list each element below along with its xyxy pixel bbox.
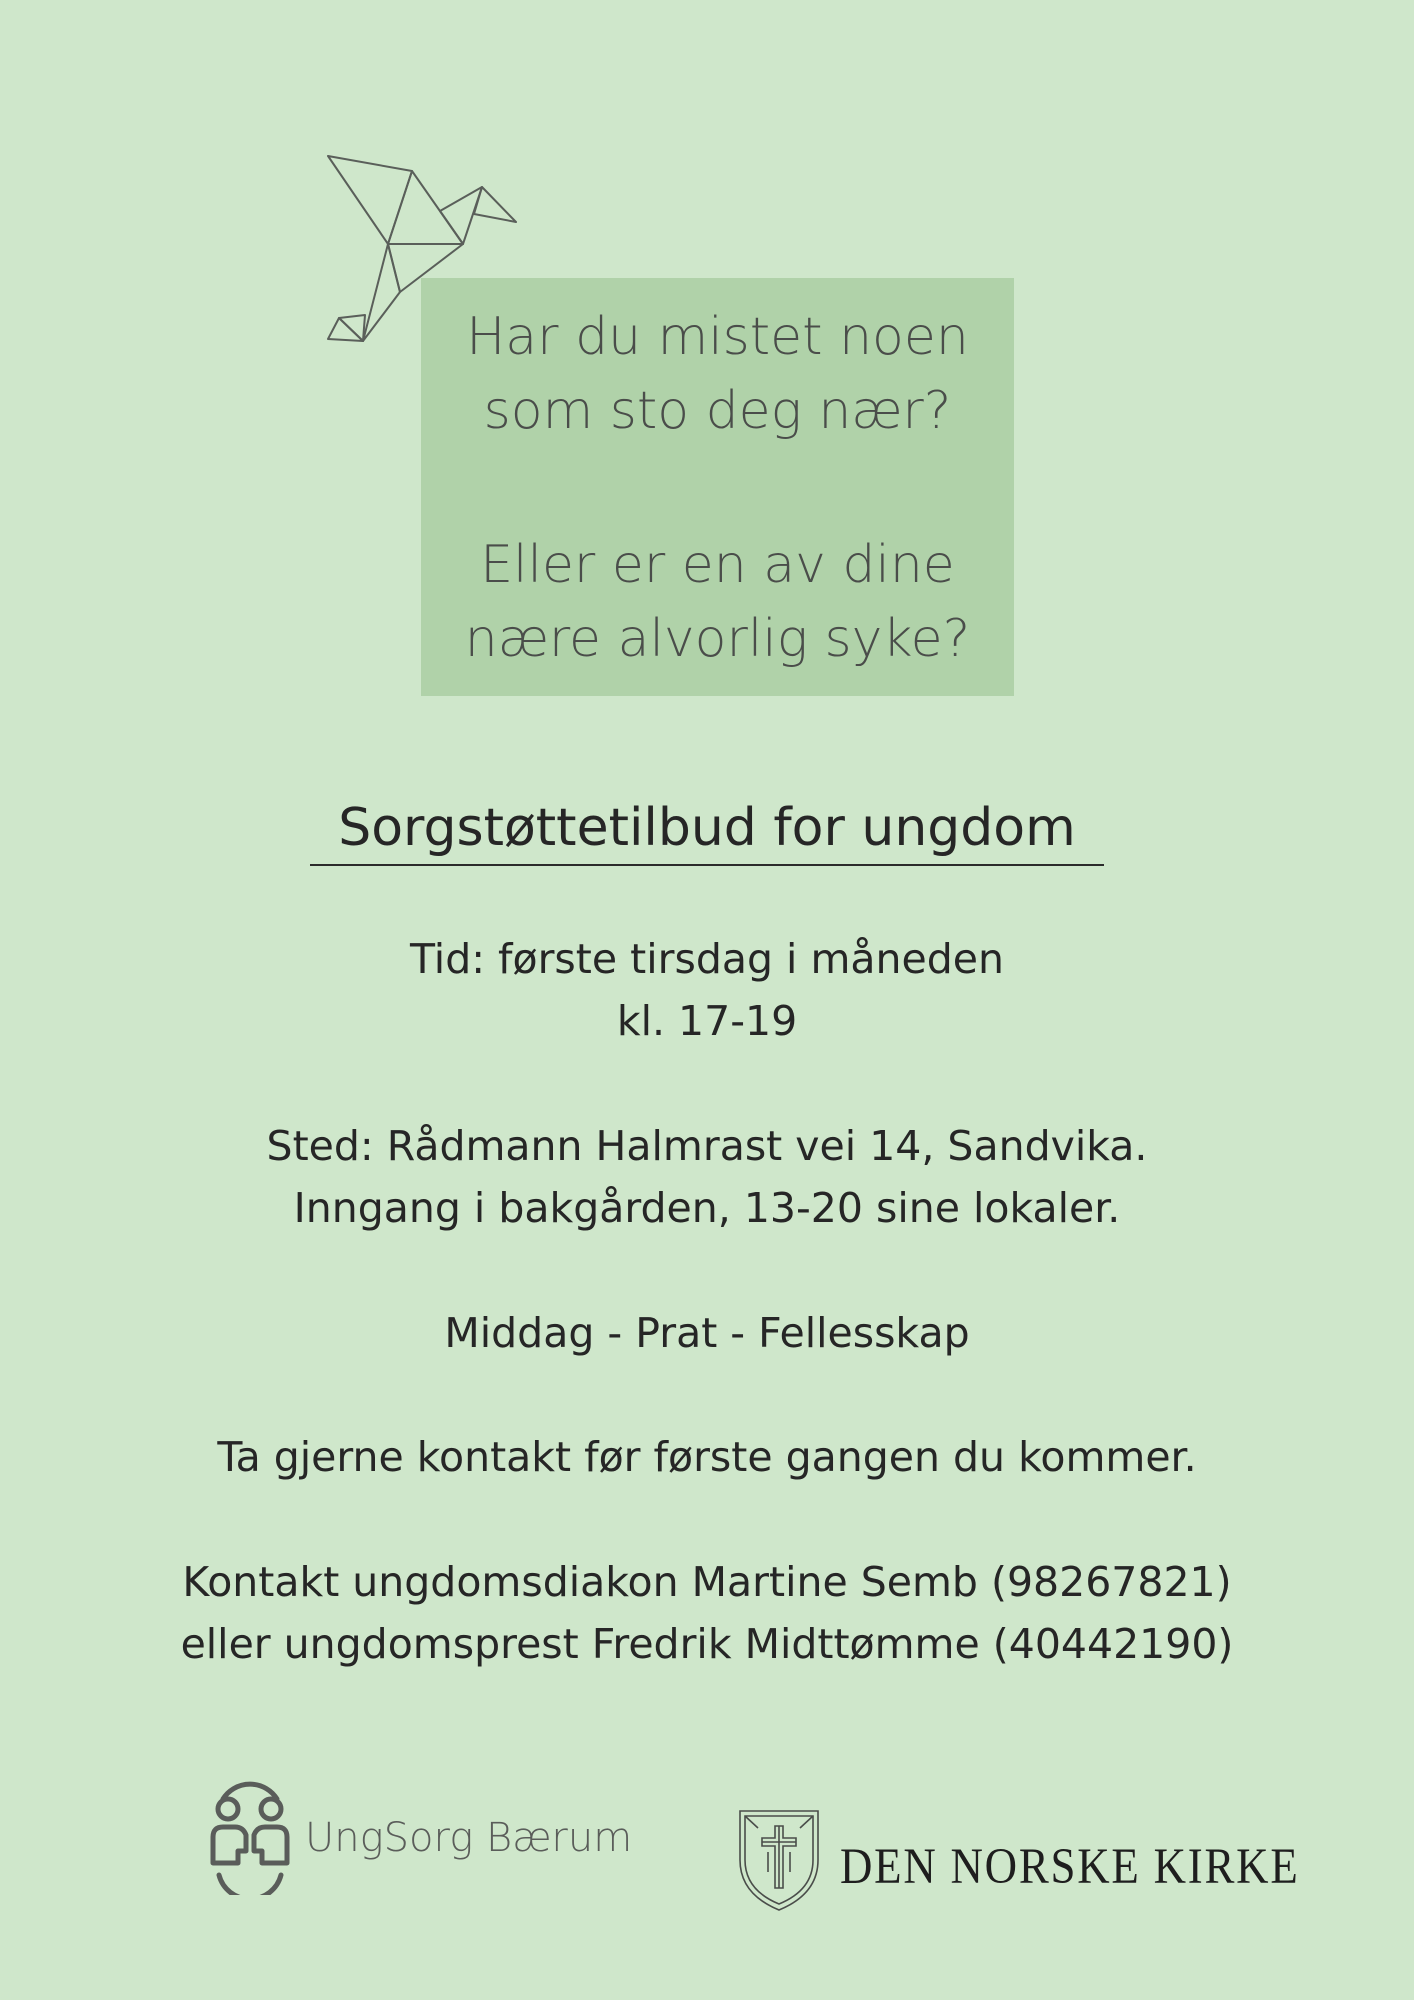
time-line-2: kl. 17-19: [616, 997, 798, 1045]
title-underline: [310, 864, 1104, 866]
ungsorg-logo-text: UngSorg Bærum: [305, 1815, 633, 1861]
time-line-1: Tid: første tirsdag i måneden: [410, 935, 1004, 983]
contact-line-2: eller ungdomsprest Fredrik Midttømme (40442190): [180, 1620, 1234, 1668]
contact-line-1: Kontakt ungdomsdiakon Martine Semb (98267821): [182, 1558, 1232, 1606]
ungsorg-logo: [205, 1775, 633, 1895]
den-norske-kirke-text: DEN NORSKE KIRKE: [840, 1839, 1300, 1895]
question-line-1: Har du mistet noen: [466, 307, 969, 367]
place-line-2: Inngang i bakgården, 13-20 sine lokaler.: [293, 1184, 1121, 1232]
place-line-1: Sted: Rådmann Halmrast vei 14, Sandvika.: [266, 1122, 1148, 1170]
question-line-2: som sto deg nær?: [483, 381, 952, 441]
den-norske-kirke-logo: [738, 1808, 1338, 1913]
activities-line: Middag - Prat - Fellesskap: [444, 1309, 970, 1357]
question-line-4: nære alvorlig syke?: [464, 609, 971, 669]
question-line-3: Eller er en av dine: [480, 535, 955, 595]
church-shield-icon: [738, 1808, 820, 1913]
contact-note: Ta gjerne kontakt før første gangen du kommer.: [217, 1433, 1197, 1481]
two-people-icon: [205, 1775, 295, 1895]
question-box: [421, 278, 1014, 696]
page-title: Sorgstøttetilbud for ungdom: [338, 798, 1076, 858]
